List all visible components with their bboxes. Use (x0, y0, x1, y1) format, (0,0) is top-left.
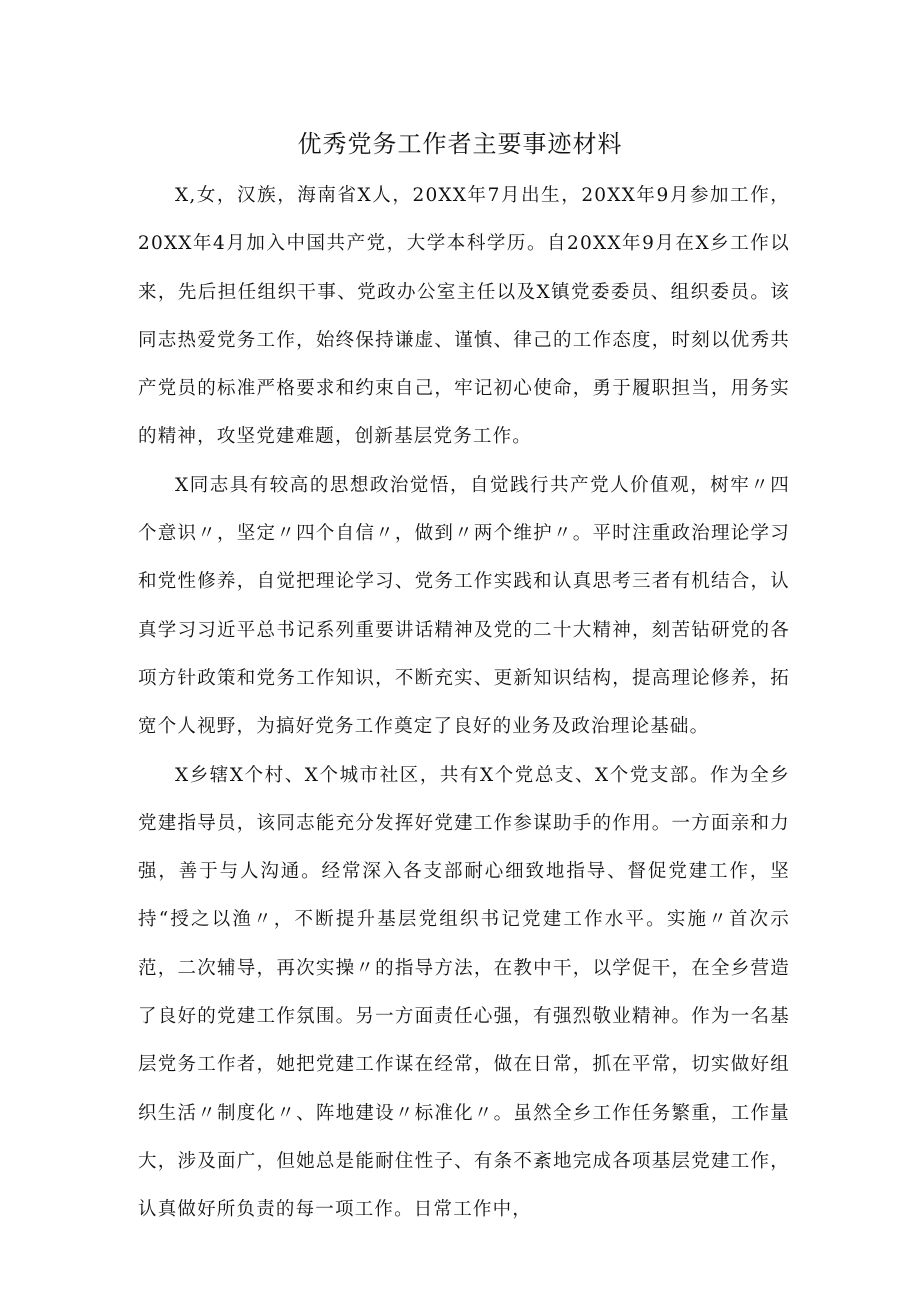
paragraph: X同志具有较高的思想政治觉悟，自觉践行共产党人价值观，树牢〃四个意识〃，坚定〃四个自信〃，做到〃两个维护〃。平时注重政治理论学习和党性修养，自觉把理论学习、党务工作实践和认真思考三者有机结合，认真学习习近平总书记系列重要讲话精神及党的二十大精神，刻苦钻研党的各项方针政策和党务工作知识，不断充实、更新知识结构，提高理论修养，拓宽个人视野，为搞好党务工作奠定了良好的业务及政治理论基础。 (138, 474, 790, 738)
paragraph: X,女，汉族，海南省X人，20XX年7月出生，20XX年9月参加工作，20XX年4月加入中国共产党，大学本科学历。自20XX年9月在X乡工作以来，先后担任组织干事、党政办公室主任以及X镇党委委员、组织委员。该同志热爱党务工作，始终保持谦虚、谨慎、律己的工作态度，时刻以优秀共产党员的标准严格要求和约束自己，牢记初心使命，勇于履职担当，用务实的精神，攻坚党建难题，创新基层党务工作。 (138, 185, 790, 448)
document-title: 优秀党务工作者主要事迹材料 (297, 130, 623, 158)
paragraph: X乡辖X个村、X个城市社区，共有X个党总支、X个党支部。作为全乡党建指导员，该同志能充分发挥好党建工作参谋助手的作用。一方面亲和力强，善于与人沟通。经常深入各支部耐心细致地指导、督促党建工作，坚持“授之以渔〃，不断提升基层党组织书记党建工作水平。实施〃首次示范，二次辅导，再次实操〃的指导方法，在教中干，以学促干，在全乡营造了良好的党建工作氛围。另一方面责任心强，有强烈敬业精神。作为一名基层党务工作者，她把党建工作谋在经常，做在日常，抓在平常，切实做好组织生活〃制度化〃、阵地建设〃标准化〃。虽然全乡工作任务繁重，工作量大，涉及面广，但她总是能耐住性子、有条不紊地完成各项基层党建工作，认真做好所负责的每一项工作。日常工作中， (138, 764, 790, 1221)
document-body (138, 172, 790, 1235)
